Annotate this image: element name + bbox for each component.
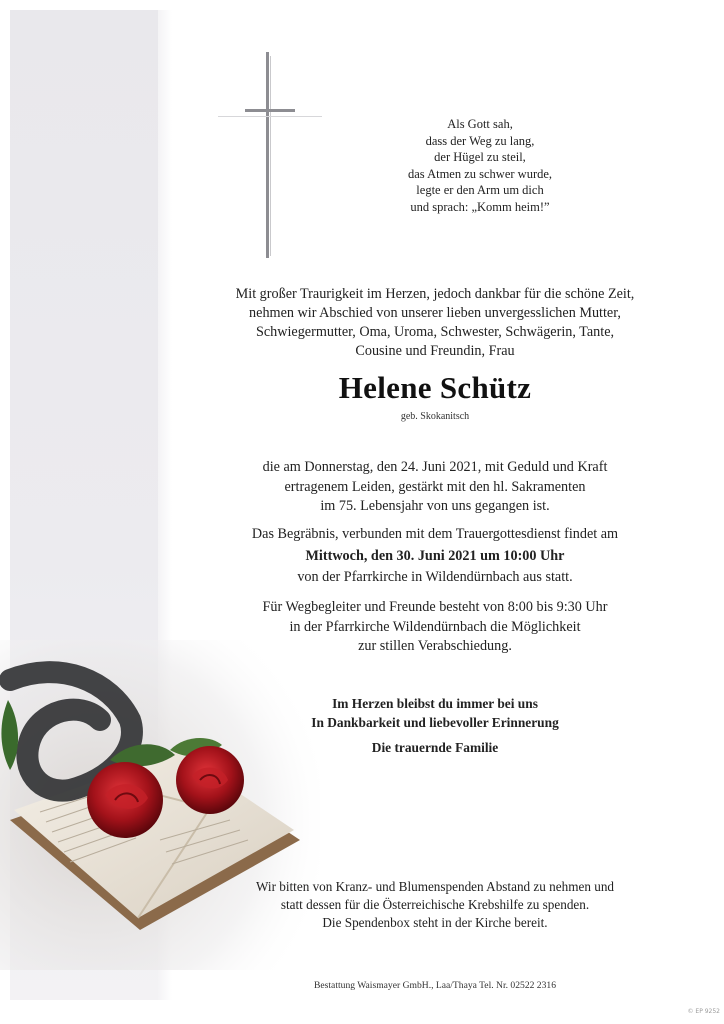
intro-line: Cousine und Freundin, Frau	[355, 343, 515, 359]
poem-line: legte er den Arm um dich	[416, 183, 544, 198]
intro-line: nehmen wir Abschied von unserer lieben unvergesslichen Mutter,	[249, 305, 621, 321]
family-signature: Die trauernde Familie	[371, 740, 499, 755]
intro-line: Schwiegermutter, Oma, Uroma, Schwester, Schwägerin, Tante,	[255, 324, 615, 340]
intro-text	[200, 285, 670, 361]
cross-icon	[218, 52, 322, 260]
visitation-line: Für Wegbegleiter und Freunde besteht von 8:00 bis 9:30 Uhr	[262, 599, 608, 615]
death-notice	[230, 458, 640, 517]
death-line: im 75. Lebensjahr von uns gegangen ist.	[320, 498, 550, 514]
poem-line: das Atmen zu schwer wurde,	[407, 166, 553, 181]
corner-code: © EP 9252	[687, 1008, 720, 1015]
memory-text	[250, 694, 620, 732]
poem-line: Als Gott sah,	[447, 117, 513, 131]
memory-line: Im Herzen bleibst du immer bei uns	[332, 696, 538, 711]
birth-name: geb. Skokanitsch	[400, 411, 470, 422]
memory-line: In Dankbarkeit und liebevoller Erinnerung	[311, 715, 559, 730]
donation-line: Wir bitten von Kranz- und Blumenspenden Abstand zu nehmen und	[255, 879, 615, 894]
undertaker-footer: Bestattung Waismayer GmbH., Laa/Thaya Tel. Nr. 02522 2316	[314, 980, 556, 991]
funeral-date-time: Mittwoch, den 30. Juni 2021 um 10:00 Uhr	[305, 547, 565, 564]
death-line: die am Donnerstag, den 24. Juni 2021, mit Geduld und Kraft	[262, 459, 608, 475]
visitation-line: in der Pfarrkirche Wildendürnbach die Möglichkeit	[289, 618, 581, 635]
donation-line: statt dessen für die Österreichische Krebshilfe zu spenden.	[280, 897, 590, 912]
deceased-name: Helene Schütz	[338, 370, 532, 405]
poem-line: und sprach: „Komm heim!”	[410, 199, 550, 214]
death-line: ertragenem Leiden, gestärkt mit den hl. Sakramenten	[284, 478, 586, 495]
visitation-line: zur stillen Verabschiedung.	[358, 638, 512, 654]
intro-line: Mit großer Traurigkeit im Herzen, jedoch dankbar für die schöne Zeit,	[235, 286, 635, 302]
funeral-line: Das Begräbnis, verbunden mit dem Trauergottesdienst findet am	[251, 526, 619, 542]
visitation-info	[230, 598, 640, 657]
poem	[380, 116, 580, 216]
poem-line: dass der Weg zu lang,	[425, 133, 535, 148]
funeral-line: von der Pfarrkirche in Wildendürnbach aus statt.	[297, 569, 573, 585]
poem-line: der Hügel zu steil,	[434, 150, 526, 165]
donation-note	[230, 878, 640, 932]
funeral-info	[220, 524, 650, 589]
donation-line: Die Spendenbox steht in der Kirche bereit.	[322, 915, 548, 930]
